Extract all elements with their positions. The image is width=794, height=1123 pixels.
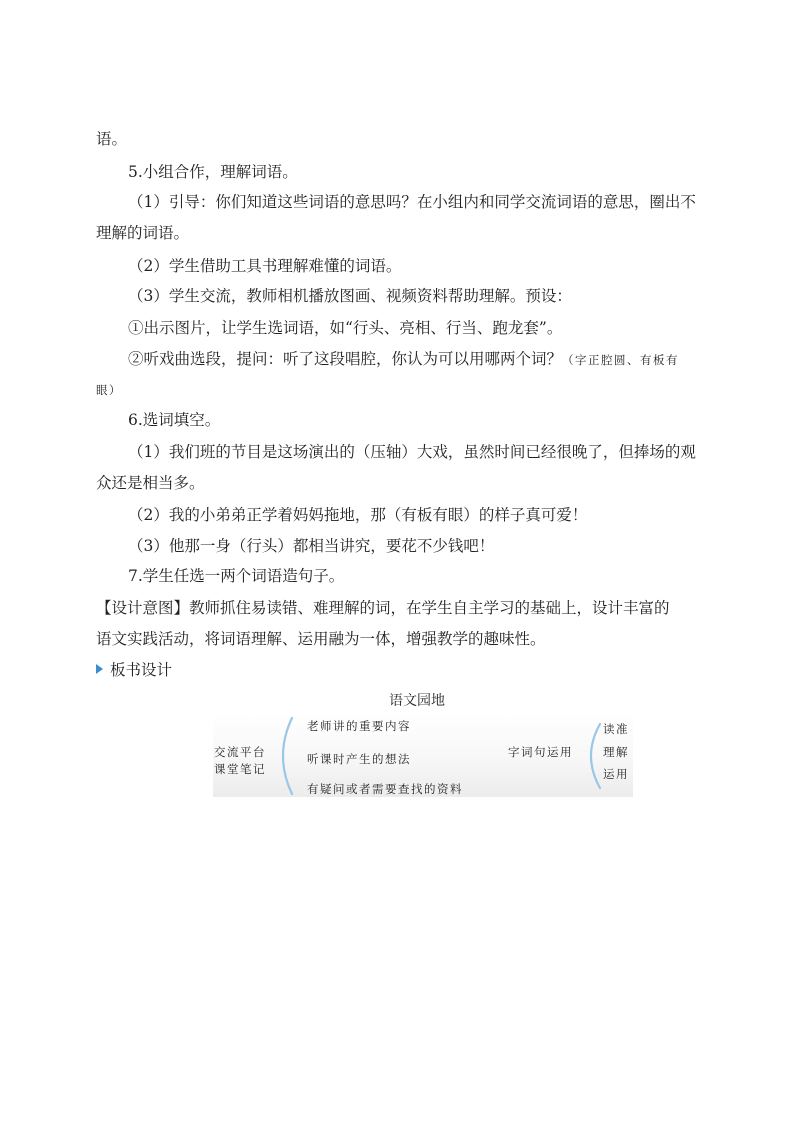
board-item-2: 听课时产生的想法 [307, 752, 411, 766]
board-title: 语文园地 [389, 693, 445, 709]
text-line-3: （1）引导：你们知道这些词语的意思吗？在小组内和同学交流词语的意思，圈出不 [128, 193, 696, 211]
board-middle-label: 字词句运用 [508, 745, 573, 759]
text-line-6: （3）学生交流，教师相机播放图画、视频资料帮助理解。预设： [128, 287, 572, 305]
left-brace-icon [272, 716, 294, 796]
board-item-1: 老师讲的重要内容 [307, 719, 411, 733]
text-line-11: （1）我们班的节目是这场演出的（压轴）大戏，虽然时间已经很晚了，但捧场的观 [128, 443, 696, 461]
board-left-label-1: 交流平台 [214, 745, 266, 759]
text-line-2: 5.小组合作，理解词语。 [128, 163, 298, 181]
text-line-8-note: （字正腔圆、有板有 [562, 353, 680, 367]
text-line-10: 6.选词填空。 [128, 411, 221, 429]
right-brace-icon [580, 722, 602, 790]
board-right-item-3: 运用 [603, 767, 629, 781]
text-line-12: 众还是相当多。 [96, 474, 205, 492]
text-line-14: （3）他那一身（行头）都相当讲究，要花不少钱吧！ [128, 537, 495, 555]
board-right-item-2: 理解 [603, 745, 629, 759]
text-line-1: 语。 [96, 130, 128, 148]
text-line-17: 语文实践活动，将词语理解、运用融为一体，增强教学的趣味性。 [96, 630, 546, 648]
board-right-item-1: 读准 [603, 722, 629, 736]
board-item-3: 有疑问或者需要查找的资料 [307, 782, 463, 796]
section-heading [96, 660, 172, 680]
text-line-5: （2）学生借助工具书理解难懂的词语。 [128, 257, 402, 275]
triangle-bullet-icon [96, 664, 103, 674]
text-line-9: 眼） [96, 383, 122, 397]
text-line-8-main: ②听戏曲选段，提问：听了这段唱腔，你认为可以用哪两个词？ [128, 350, 563, 368]
board-left-label-2: 课堂笔记 [214, 762, 266, 776]
text-line-7: ①出示图片，让学生选词语，如“行头、亮相、行当、跑龙套”。 [128, 319, 563, 337]
text-line-8 [128, 349, 679, 370]
text-line-4: 理解的词语。 [96, 224, 190, 242]
section-heading-label: 板书设计 [110, 661, 173, 679]
text-line-16: 【设计意图】教师抓住易读错、难理解的词，在学生自主学习的基础上，设计丰富的 [96, 599, 670, 617]
text-line-13: （2）我的小弟弟正学着妈妈拖地，那（有板有眼）的样子真可爱！ [128, 506, 588, 524]
text-line-15: 7.学生任选一两个词语造句子。 [128, 567, 345, 585]
